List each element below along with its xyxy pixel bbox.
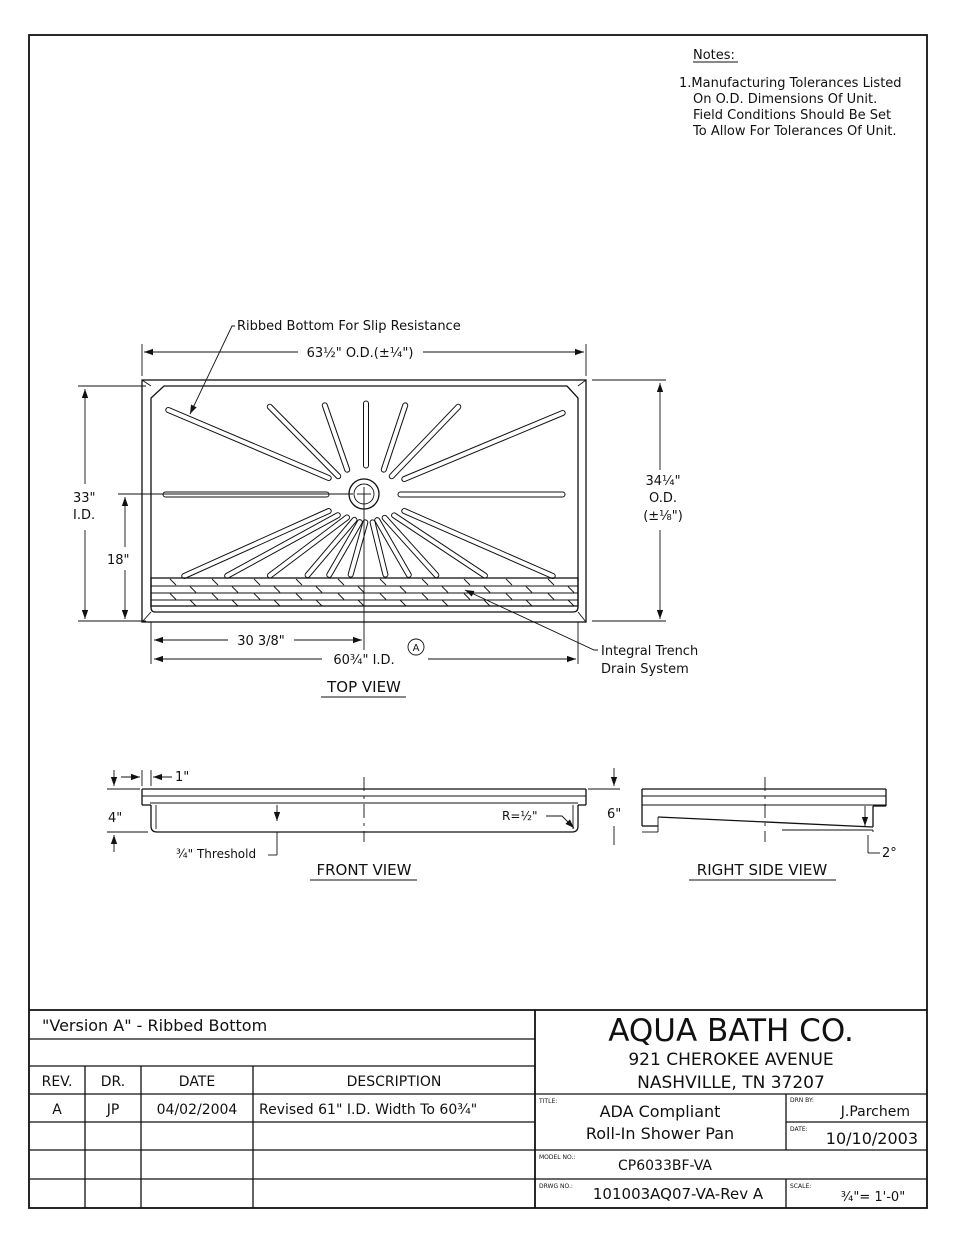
drawing-title-2: Roll-In Shower Pan — [585, 1124, 735, 1143]
trench-slot — [338, 579, 344, 585]
rib — [364, 401, 369, 468]
dim-depth-od-tol: (±⅛") — [643, 509, 683, 524]
date-value: 10/10/2003 — [825, 1129, 918, 1148]
dim-overall-height: 6" — [607, 807, 622, 822]
dim-drain-offset-x: 30 3/8" — [237, 634, 285, 649]
dim-width-od: 63½" O.D.(±¼") — [306, 346, 414, 361]
trench-slot — [190, 587, 196, 593]
dim-depth-id-value: 33" — [73, 491, 96, 506]
rev-marker: A — [412, 643, 420, 654]
header-description: DESCRIPTION — [346, 1074, 442, 1090]
header-dr: DR. — [100, 1074, 126, 1090]
trench-slot — [506, 579, 512, 585]
trench-slot — [358, 600, 364, 606]
dim-drain-offset-y: 18" — [107, 553, 130, 568]
rib — [401, 410, 566, 483]
dim-depth-od-value: 34¼" — [645, 474, 681, 489]
trench-slot — [274, 600, 280, 606]
trench-slot — [442, 587, 448, 593]
label-front-view: FRONT VIEW — [316, 861, 412, 879]
dim-width-id: 60¾" I.D. — [333, 653, 395, 668]
trench-slot — [170, 579, 176, 585]
trench-slot — [212, 594, 218, 600]
trench-slot — [484, 587, 490, 593]
trench-slot — [254, 579, 260, 585]
top-view — [73, 319, 698, 697]
callout-trench-1: Integral Trench — [601, 644, 699, 659]
trench-slot — [232, 600, 238, 606]
rev-row-1-rev: A — [52, 1102, 62, 1118]
title-label: TITLE: — [539, 1098, 558, 1105]
scale-label: SCALE: — [790, 1183, 812, 1190]
company-name: AQUA BATH CO. — [608, 1013, 854, 1049]
dim-lip: 1" — [175, 770, 190, 785]
trench-slot — [568, 587, 574, 593]
front-view — [107, 768, 621, 880]
trench-slot — [190, 600, 196, 606]
drawn-by-value: J.Parchem — [840, 1104, 910, 1120]
trench-slot — [464, 594, 470, 600]
note-line-3: Field Conditions Should Be Set — [693, 108, 892, 123]
rib-left — [163, 492, 329, 497]
dim-height: 4" — [108, 811, 123, 826]
note-line-4: To Allow For Tolerances Of Unit. — [693, 124, 897, 139]
trench-slot — [316, 587, 322, 593]
trench-slot — [338, 594, 344, 600]
model-label: MODEL NO.: — [539, 1154, 576, 1161]
dim-depth-od-unit: O.D. — [649, 491, 677, 506]
trench-slot — [254, 594, 260, 600]
trench-slot — [548, 594, 554, 600]
dim-threshold: ¾" Threshold — [176, 847, 257, 861]
trench-slot — [316, 600, 322, 606]
trench-slot — [296, 594, 302, 600]
note-line-2: On O.D. Dimensions Of Unit. — [693, 92, 878, 107]
trench-slot — [380, 594, 386, 600]
model-value: CP6033BF-VA — [618, 1158, 712, 1174]
trench-slot — [232, 587, 238, 593]
trench-slot — [526, 600, 532, 606]
label-top-view: TOP VIEW — [327, 678, 401, 696]
trench-slot — [442, 600, 448, 606]
rib-right — [398, 492, 565, 497]
trench-slot — [568, 600, 574, 606]
version-label: "Version A" - Ribbed Bottom — [42, 1016, 268, 1035]
title-block — [29, 1010, 927, 1208]
company-address-2: NASHVILLE, TN 37207 — [637, 1073, 825, 1093]
trench-slot — [358, 587, 364, 593]
trench-slot — [296, 579, 302, 585]
rev-row-1-date: 04/02/2004 — [156, 1102, 238, 1118]
slip-resistance-ribs — [165, 401, 566, 579]
company-address-1: 921 CHEROKEE AVENUE — [628, 1050, 834, 1070]
callout-trench-2: Drain System — [601, 662, 689, 677]
trench-slot — [274, 587, 280, 593]
header-rev: REV. — [41, 1074, 73, 1090]
trench-slot — [170, 594, 176, 600]
note-line-1: 1.Manufacturing Tolerances Listed — [679, 76, 902, 91]
trench-slot — [212, 579, 218, 585]
drawing-title-1: ADA Compliant — [599, 1102, 721, 1121]
trench-drain — [151, 578, 578, 606]
trench-slot — [526, 587, 532, 593]
dim-depth-id-unit: I.D. — [73, 508, 96, 523]
rev-row-1-description: Revised 61" I.D. Width To 60¾" — [259, 1102, 478, 1118]
drawing-number-value: 101003AQ07-VA-Rev A — [592, 1185, 764, 1203]
date-label: DATE: — [790, 1126, 808, 1133]
scale-value: ¾"= 1'-0" — [840, 1190, 906, 1205]
right-side-view — [642, 777, 897, 880]
label-right-side-view: RIGHT SIDE VIEW — [696, 861, 828, 879]
trench-slot — [422, 594, 428, 600]
rev-row-1-dr: JP — [106, 1102, 120, 1118]
dim-radius: R=½" — [502, 809, 538, 823]
drawn-by-label: DRN BY: — [790, 1097, 814, 1104]
trench-slot — [422, 579, 428, 585]
notes-heading: Notes: — [693, 48, 735, 63]
notes-block — [679, 48, 902, 139]
callout-ribbed-bottom: Ribbed Bottom For Slip Resistance — [237, 319, 461, 334]
header-date: DATE — [178, 1074, 216, 1090]
trench-slot — [506, 594, 512, 600]
trench-slot — [400, 587, 406, 593]
drawing-number-label: DRWG NO.: — [539, 1183, 573, 1190]
trench-slot — [548, 579, 554, 585]
trench-slot — [400, 600, 406, 606]
dim-slope: 2° — [882, 846, 897, 861]
trench-slot — [464, 579, 470, 585]
trench-slot — [380, 579, 386, 585]
